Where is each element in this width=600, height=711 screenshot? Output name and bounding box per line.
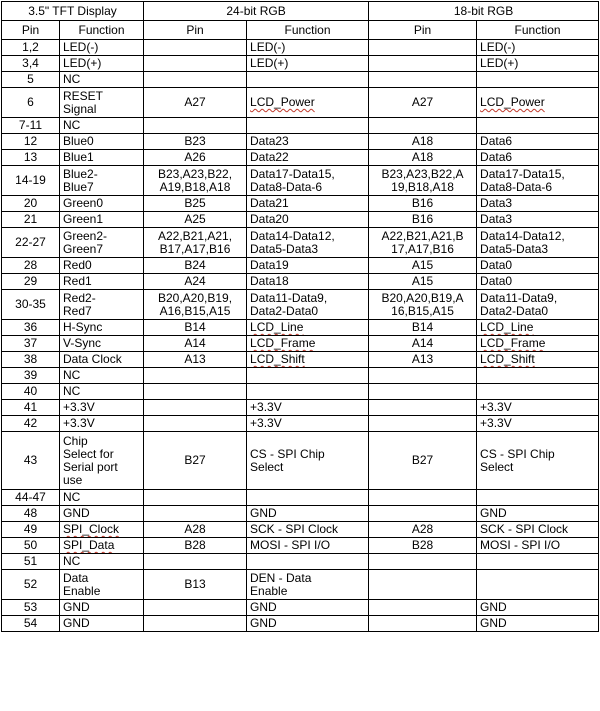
- table-row: [2, 600, 599, 616]
- pin-18-cell: A22,B21,A21,B 17,A17,B16: [369, 228, 477, 258]
- function-cell: LED(+): [60, 56, 144, 72]
- pin-18-cell: A28: [369, 522, 477, 538]
- pin-cell: 6: [2, 88, 60, 118]
- function-18-cell: GND: [477, 616, 599, 632]
- pin-18-cell: [369, 506, 477, 522]
- table-row: [2, 352, 599, 368]
- pin-18-cell: [369, 554, 477, 570]
- pin-cell: 29: [2, 274, 60, 290]
- pin-cell: 13: [2, 150, 60, 166]
- function-18-cell: LCD_Line: [477, 320, 599, 336]
- function-cell: SPI_Clock: [60, 522, 144, 538]
- pin-24-cell: [144, 118, 247, 134]
- pin-18-cell: A15: [369, 274, 477, 290]
- pin-assignment-table: [1, 1, 599, 632]
- pin-24-cell: B14: [144, 320, 247, 336]
- header-row-groups: [2, 2, 599, 21]
- col-header-pin-24: Pin: [144, 21, 247, 40]
- table-row: [2, 400, 599, 416]
- function-18-cell: [477, 384, 599, 400]
- function-cell: LED(-): [60, 40, 144, 56]
- function-cell: +3.3V: [60, 416, 144, 432]
- function-cell: Data Enable: [60, 570, 144, 600]
- function-cell: NC: [60, 384, 144, 400]
- table-row: [2, 336, 599, 352]
- pin-24-cell: B24: [144, 258, 247, 274]
- table-row: [2, 196, 599, 212]
- function-18-cell: GND: [477, 600, 599, 616]
- pin-18-cell: A18: [369, 150, 477, 166]
- function-cell: NC: [60, 72, 144, 88]
- table-row: [2, 56, 599, 72]
- pin-24-cell: [144, 554, 247, 570]
- pin-18-cell: [369, 118, 477, 134]
- function-18-cell: Data17-Data15, Data8-Data-6: [477, 166, 599, 196]
- table-row: [2, 506, 599, 522]
- function-24-cell: GND: [247, 600, 369, 616]
- pin-18-cell: B16: [369, 196, 477, 212]
- table-row: [2, 554, 599, 570]
- pin-24-cell: B13: [144, 570, 247, 600]
- function-cell: Chip Select for Serial port use: [60, 432, 144, 490]
- function-cell: +3.3V: [60, 400, 144, 416]
- pin-cell: 50: [2, 538, 60, 554]
- function-24-cell: Data18: [247, 274, 369, 290]
- table-row: [2, 212, 599, 228]
- pin-cell: 21: [2, 212, 60, 228]
- pin-24-cell: [144, 616, 247, 632]
- function-24-cell: [247, 384, 369, 400]
- function-18-cell: Data3: [477, 212, 599, 228]
- function-24-cell: LCD_Frame: [247, 336, 369, 352]
- function-24-cell: LCD_Power: [247, 88, 369, 118]
- function-24-cell: Data19: [247, 258, 369, 274]
- function-cell: Blue0: [60, 134, 144, 150]
- table-row: [2, 320, 599, 336]
- table-body: [2, 40, 599, 632]
- function-24-cell: LED(-): [247, 40, 369, 56]
- function-cell: NC: [60, 490, 144, 506]
- function-18-cell: Data11-Data9, Data2-Data0: [477, 290, 599, 320]
- function-cell: Red2- Red7: [60, 290, 144, 320]
- pin-18-cell: B27: [369, 432, 477, 490]
- pin-24-cell: A24: [144, 274, 247, 290]
- pin-24-cell: B25: [144, 196, 247, 212]
- pin-24-cell: A14: [144, 336, 247, 352]
- pin-24-cell: [144, 56, 247, 72]
- pin-18-cell: [369, 40, 477, 56]
- pin-24-cell: B23,A23,B22, A19,B18,A18: [144, 166, 247, 196]
- function-24-cell: Data11-Data9, Data2-Data0: [247, 290, 369, 320]
- function-18-cell: Data0: [477, 258, 599, 274]
- function-24-cell: +3.3V: [247, 416, 369, 432]
- pin-18-cell: [369, 616, 477, 632]
- table-row: [2, 416, 599, 432]
- function-cell: Blue2- Blue7: [60, 166, 144, 196]
- pin-cell: 30-35: [2, 290, 60, 320]
- function-18-cell: Data6: [477, 134, 599, 150]
- function-cell: Green0: [60, 196, 144, 212]
- table-row: [2, 616, 599, 632]
- pin-cell: 7-11: [2, 118, 60, 134]
- pin-18-cell: [369, 384, 477, 400]
- pin-cell: 52: [2, 570, 60, 600]
- pin-24-cell: [144, 400, 247, 416]
- function-18-cell: [477, 368, 599, 384]
- col-header-function-24: Function: [247, 21, 369, 40]
- function-cell: V-Sync: [60, 336, 144, 352]
- pin-cell: 3,4: [2, 56, 60, 72]
- function-24-cell: CS - SPI Chip Select: [247, 432, 369, 490]
- pin-cell: 44-47: [2, 490, 60, 506]
- pin-cell: 38: [2, 352, 60, 368]
- function-24-cell: LED(+): [247, 56, 369, 72]
- table-row: [2, 166, 599, 196]
- function-18-cell: GND: [477, 506, 599, 522]
- col-header-function-18: Function: [477, 21, 599, 40]
- function-cell: Green2- Green7: [60, 228, 144, 258]
- function-24-cell: SCK - SPI Clock: [247, 522, 369, 538]
- function-24-cell: LCD_Line: [247, 320, 369, 336]
- pin-24-cell: [144, 600, 247, 616]
- pin-cell: 53: [2, 600, 60, 616]
- pin-cell: 12: [2, 134, 60, 150]
- function-24-cell: Data14-Data12, Data5-Data3: [247, 228, 369, 258]
- function-18-cell: [477, 554, 599, 570]
- header-24-bit-rgb: 24-bit RGB: [144, 2, 369, 21]
- function-cell: Green1: [60, 212, 144, 228]
- table-row: [2, 290, 599, 320]
- function-18-cell: [477, 72, 599, 88]
- pin-24-cell: [144, 40, 247, 56]
- pin-18-cell: B16: [369, 212, 477, 228]
- function-cell: Red1: [60, 274, 144, 290]
- pin-18-cell: B20,A20,B19,A 16,B15,A15: [369, 290, 477, 320]
- pin-24-cell: [144, 368, 247, 384]
- function-24-cell: [247, 490, 369, 506]
- col-header-pin-18: Pin: [369, 21, 477, 40]
- col-header-function: Function: [60, 21, 144, 40]
- pin-24-cell: [144, 506, 247, 522]
- pin-cell: 51: [2, 554, 60, 570]
- pin-18-cell: [369, 400, 477, 416]
- function-24-cell: GND: [247, 616, 369, 632]
- table-row: [2, 384, 599, 400]
- function-18-cell: LCD_Shift: [477, 352, 599, 368]
- pin-18-cell: [369, 570, 477, 600]
- pin-24-cell: A25: [144, 212, 247, 228]
- pin-18-cell: A13: [369, 352, 477, 368]
- col-header-pin: Pin: [2, 21, 60, 40]
- pin-cell: 1,2: [2, 40, 60, 56]
- table-row: [2, 228, 599, 258]
- pin-cell: 48: [2, 506, 60, 522]
- function-18-cell: LCD_Power: [477, 88, 599, 118]
- pin-cell: 5: [2, 72, 60, 88]
- function-cell: GND: [60, 600, 144, 616]
- function-cell: H-Sync: [60, 320, 144, 336]
- pin-cell: 43: [2, 432, 60, 490]
- pin-18-cell: [369, 600, 477, 616]
- table-row: [2, 72, 599, 88]
- table-row: [2, 538, 599, 554]
- pin-24-cell: [144, 72, 247, 88]
- function-18-cell: LCD_Frame: [477, 336, 599, 352]
- function-24-cell: MOSI - SPI I/O: [247, 538, 369, 554]
- pin-cell: 22-27: [2, 228, 60, 258]
- pin-24-cell: A26: [144, 150, 247, 166]
- pin-cell: 49: [2, 522, 60, 538]
- pin-cell: 14-19: [2, 166, 60, 196]
- pin-24-cell: B27: [144, 432, 247, 490]
- function-24-cell: Data21: [247, 196, 369, 212]
- function-24-cell: Data20: [247, 212, 369, 228]
- function-24-cell: [247, 72, 369, 88]
- pin-24-cell: A28: [144, 522, 247, 538]
- table-row: [2, 118, 599, 134]
- pin-cell: 39: [2, 368, 60, 384]
- function-18-cell: Data0: [477, 274, 599, 290]
- function-18-cell: [477, 570, 599, 600]
- pin-18-cell: [369, 490, 477, 506]
- function-18-cell: [477, 490, 599, 506]
- function-18-cell: Data14-Data12, Data5-Data3: [477, 228, 599, 258]
- function-24-cell: Data23: [247, 134, 369, 150]
- pin-18-cell: [369, 56, 477, 72]
- function-18-cell: CS - SPI Chip Select: [477, 432, 599, 490]
- header-display: 3.5" TFT Display: [2, 2, 144, 21]
- function-24-cell: LCD_Shift: [247, 352, 369, 368]
- table-row: [2, 150, 599, 166]
- pin-24-cell: A13: [144, 352, 247, 368]
- function-18-cell: +3.3V: [477, 416, 599, 432]
- pin-18-cell: [369, 416, 477, 432]
- pin-24-cell: [144, 384, 247, 400]
- function-18-cell: MOSI - SPI I/O: [477, 538, 599, 554]
- function-18-cell: [477, 118, 599, 134]
- table-row: [2, 368, 599, 384]
- pin-18-cell: B14: [369, 320, 477, 336]
- table-row: [2, 40, 599, 56]
- function-cell: NC: [60, 554, 144, 570]
- pin-24-cell: B28: [144, 538, 247, 554]
- table-row: [2, 522, 599, 538]
- function-18-cell: +3.3V: [477, 400, 599, 416]
- function-18-cell: LED(+): [477, 56, 599, 72]
- table-row: [2, 570, 599, 600]
- function-24-cell: [247, 554, 369, 570]
- pin-18-cell: B23,A23,B22,A 19,B18,A18: [369, 166, 477, 196]
- function-cell: NC: [60, 118, 144, 134]
- pin-cell: 54: [2, 616, 60, 632]
- function-18-cell: LED(-): [477, 40, 599, 56]
- table-row: [2, 490, 599, 506]
- pin-24-cell: B20,A20,B19, A16,B15,A15: [144, 290, 247, 320]
- pin-cell: 42: [2, 416, 60, 432]
- function-18-cell: SCK - SPI Clock: [477, 522, 599, 538]
- function-cell: Blue1: [60, 150, 144, 166]
- header-18-bit-rgb: 18-bit RGB: [369, 2, 599, 21]
- header-row-columns: [2, 21, 599, 40]
- function-cell: GND: [60, 506, 144, 522]
- function-24-cell: Data17-Data15, Data8-Data-6: [247, 166, 369, 196]
- function-24-cell: Data22: [247, 150, 369, 166]
- pin-cell: 37: [2, 336, 60, 352]
- function-cell: Red0: [60, 258, 144, 274]
- pin-24-cell: A22,B21,A21, B17,A17,B16: [144, 228, 247, 258]
- function-24-cell: [247, 368, 369, 384]
- function-cell: GND: [60, 616, 144, 632]
- pin-cell: 41: [2, 400, 60, 416]
- pin-18-cell: A15: [369, 258, 477, 274]
- pin-24-cell: A27: [144, 88, 247, 118]
- pin-cell: 20: [2, 196, 60, 212]
- pin-cell: 36: [2, 320, 60, 336]
- function-24-cell: DEN - Data Enable: [247, 570, 369, 600]
- pin-18-cell: A14: [369, 336, 477, 352]
- pin-24-cell: B23: [144, 134, 247, 150]
- function-cell: RESET Signal: [60, 88, 144, 118]
- table-row: [2, 258, 599, 274]
- pin-18-cell: A18: [369, 134, 477, 150]
- function-cell: SPI_Data: [60, 538, 144, 554]
- function-18-cell: Data3: [477, 196, 599, 212]
- pin-24-cell: [144, 490, 247, 506]
- function-24-cell: GND: [247, 506, 369, 522]
- function-cell: NC: [60, 368, 144, 384]
- pin-18-cell: A27: [369, 88, 477, 118]
- function-24-cell: +3.3V: [247, 400, 369, 416]
- pin-18-cell: B28: [369, 538, 477, 554]
- function-24-cell: [247, 118, 369, 134]
- table-row: [2, 274, 599, 290]
- table-row: [2, 134, 599, 150]
- function-cell: Data Clock: [60, 352, 144, 368]
- pin-24-cell: [144, 416, 247, 432]
- pin-cell: 28: [2, 258, 60, 274]
- pin-18-cell: [369, 368, 477, 384]
- pin-cell: 40: [2, 384, 60, 400]
- table-row: [2, 432, 599, 490]
- pin-18-cell: [369, 72, 477, 88]
- table-row: [2, 88, 599, 118]
- function-18-cell: Data6: [477, 150, 599, 166]
